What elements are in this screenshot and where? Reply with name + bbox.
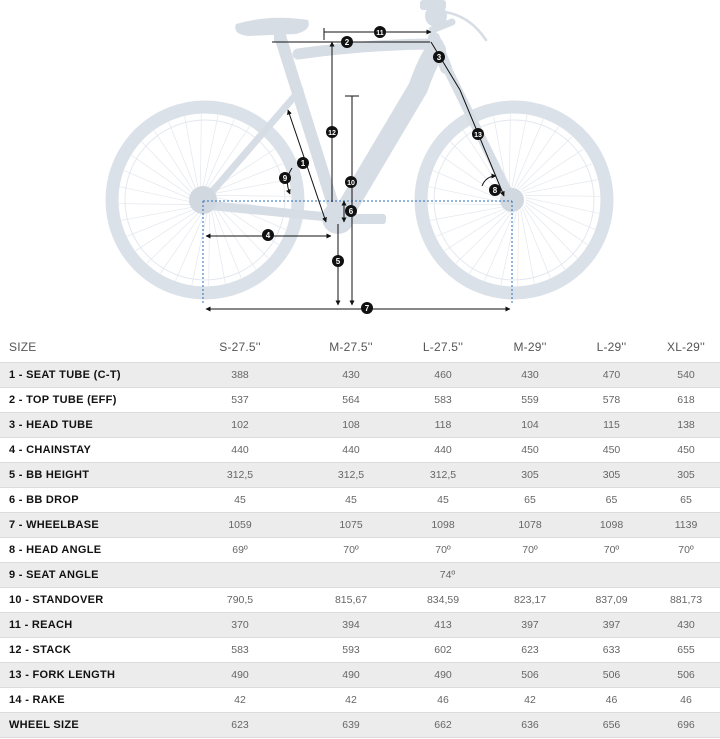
size-column-header: SIZE bbox=[9, 339, 37, 354]
row-label: 12 - STACK bbox=[9, 643, 72, 656]
table-cell: 815,67 bbox=[334, 593, 368, 606]
table-row bbox=[0, 587, 720, 612]
table-cell: 397 bbox=[521, 618, 539, 631]
table-cell: 506 bbox=[521, 668, 539, 681]
row-label: 11 - REACH bbox=[9, 618, 73, 631]
table-cell: 506 bbox=[677, 668, 695, 681]
table-cell: 623 bbox=[231, 718, 249, 731]
marker-7-label: 7 bbox=[364, 304, 370, 313]
table-cell: 834,59 bbox=[426, 593, 460, 606]
table-cell: 823,17 bbox=[513, 593, 547, 606]
spoke bbox=[147, 211, 201, 263]
table-cell: 559 bbox=[521, 393, 539, 406]
table-row bbox=[0, 662, 720, 687]
row-label: 14 - RAKE bbox=[9, 693, 65, 706]
table-cell: 440 bbox=[342, 443, 360, 456]
table-cell: 564 bbox=[342, 393, 360, 406]
row-label: 1 - SEAT TUBE (C-T) bbox=[9, 368, 121, 381]
table-cell: 118 bbox=[434, 418, 452, 431]
table-cell: 696 bbox=[677, 718, 695, 731]
table-cell: 537 bbox=[231, 393, 249, 406]
table-cell: 470 bbox=[602, 368, 621, 381]
spoke bbox=[526, 198, 599, 214]
table-cell-merged: 74º bbox=[439, 568, 456, 581]
table-cell: 430 bbox=[342, 368, 360, 381]
table-row bbox=[0, 612, 720, 637]
table-cell: 1059 bbox=[228, 518, 252, 531]
table-cell: 636 bbox=[521, 718, 539, 731]
table-cell: 1098 bbox=[431, 518, 455, 531]
table-cell: 45 bbox=[345, 493, 357, 506]
table-cell: 65 bbox=[680, 493, 692, 506]
table-cell: 69º bbox=[232, 543, 248, 556]
table-cell: 388 bbox=[231, 368, 249, 381]
size-header-l-27-5: L-27.5'' bbox=[422, 339, 464, 354]
table-row bbox=[0, 537, 720, 562]
row-label: 6 - BB DROP bbox=[9, 493, 79, 506]
table-cell: 578 bbox=[602, 393, 621, 406]
table-cell: 102 bbox=[231, 418, 249, 431]
spoke bbox=[200, 114, 201, 189]
table-cell: 623 bbox=[521, 643, 539, 656]
marker-5-label: 5 bbox=[335, 257, 341, 266]
table-cell: 583 bbox=[434, 393, 452, 406]
spoke bbox=[525, 195, 600, 196]
table-row bbox=[0, 387, 720, 412]
table-cell: 42 bbox=[345, 693, 357, 706]
marker-1-label: 1 bbox=[300, 159, 306, 168]
table-cell: 618 bbox=[677, 393, 695, 406]
table-cell: 312,5 bbox=[226, 468, 254, 481]
marker-6-label: 6 bbox=[348, 207, 354, 216]
table-cell: 70º bbox=[435, 543, 451, 556]
table-cell: 115 bbox=[603, 418, 620, 431]
table-row bbox=[0, 462, 720, 487]
marker-2-label: 2 bbox=[344, 38, 350, 47]
table-cell: 490 bbox=[231, 668, 249, 681]
table-row bbox=[0, 712, 720, 737]
spoke bbox=[192, 212, 208, 285]
table-cell: 1078 bbox=[518, 518, 542, 531]
marker-3-label: 3 bbox=[436, 53, 442, 62]
dimension-lines bbox=[206, 28, 510, 309]
spoke bbox=[519, 137, 573, 189]
table-cell: 837,09 bbox=[595, 593, 628, 606]
table-header-row bbox=[0, 332, 720, 362]
table-cell: 460 bbox=[434, 368, 452, 381]
spoke bbox=[518, 211, 519, 286]
table-cell: 440 bbox=[434, 443, 452, 456]
marker-8-label: 8 bbox=[492, 186, 498, 195]
table-row bbox=[0, 512, 720, 537]
table-cell: 312,5 bbox=[429, 468, 457, 481]
table-cell: 430 bbox=[521, 368, 539, 381]
table-cell: 790,5 bbox=[226, 593, 254, 606]
table-cell: 305 bbox=[521, 468, 539, 481]
table-cell: 450 bbox=[677, 443, 695, 456]
table-cell: 138 bbox=[677, 418, 695, 431]
table-cell: 662 bbox=[434, 718, 452, 731]
bike-silhouette bbox=[112, 0, 607, 293]
table-cell: 583 bbox=[231, 643, 249, 656]
table-row bbox=[0, 687, 720, 712]
spoke bbox=[456, 211, 510, 263]
table-cell: 593 bbox=[342, 643, 360, 656]
table-row bbox=[0, 437, 720, 462]
table-cell: 639 bbox=[342, 718, 360, 731]
table-cell: 490 bbox=[434, 668, 452, 681]
size-header-m-27-5: M-27.5'' bbox=[329, 339, 373, 354]
table-cell: 397 bbox=[602, 618, 621, 631]
table-cell: 430 bbox=[677, 618, 695, 631]
table-cell: 65 bbox=[605, 493, 618, 506]
spoke bbox=[512, 115, 528, 188]
size-header-xl-29: XL-29'' bbox=[666, 339, 705, 354]
spoke bbox=[142, 142, 194, 196]
table-cell: 108 bbox=[342, 418, 360, 431]
marker-12-label: 12 bbox=[328, 130, 336, 137]
size-header-s-27-5: S-27.5'' bbox=[219, 339, 261, 354]
spoke bbox=[428, 204, 503, 205]
table-cell: 602 bbox=[434, 643, 452, 656]
table-cell: 42 bbox=[524, 693, 536, 706]
spoke bbox=[501, 212, 517, 285]
table-cell: 42 bbox=[234, 693, 246, 706]
spoke bbox=[119, 204, 194, 205]
row-label: 5 - BB HEIGHT bbox=[9, 468, 90, 481]
table-cell: 881,73 bbox=[669, 593, 703, 606]
table-cell: 70º bbox=[678, 543, 694, 556]
spoke bbox=[203, 115, 219, 188]
table-cell: 450 bbox=[602, 443, 621, 456]
table-cell: 45 bbox=[437, 493, 449, 506]
table-cell: 440 bbox=[231, 443, 249, 456]
table-cell: 312,5 bbox=[337, 468, 365, 481]
table-row bbox=[0, 362, 720, 387]
table-cell: 506 bbox=[602, 668, 621, 681]
table-cell: 305 bbox=[602, 468, 621, 481]
table-cell: 370 bbox=[231, 618, 249, 631]
table-cell: 394 bbox=[342, 618, 360, 631]
spoke bbox=[525, 205, 577, 259]
table-cell: 70º bbox=[603, 543, 620, 556]
row-label: WHEEL SIZE bbox=[9, 718, 80, 731]
row-label: 7 - WHEELBASE bbox=[9, 518, 100, 531]
table-row bbox=[0, 412, 720, 437]
spoke bbox=[209, 211, 210, 286]
bike-geometry-diagram bbox=[0, 0, 720, 322]
table-cell: 46 bbox=[680, 693, 692, 706]
table-row bbox=[0, 637, 720, 662]
marker-4-label: 4 bbox=[265, 231, 271, 240]
spoke bbox=[509, 114, 510, 189]
marker-13-label: 13 bbox=[474, 132, 482, 139]
table-cell: 70º bbox=[522, 543, 538, 556]
table-cell: 540 bbox=[677, 368, 695, 381]
table-cell: 1139 bbox=[674, 518, 698, 531]
row-label: 3 - HEAD TUBE bbox=[9, 418, 93, 431]
table-cell: 633 bbox=[602, 643, 621, 656]
table-row bbox=[0, 487, 720, 512]
row-label: 13 - FORK LENGTH bbox=[9, 668, 116, 681]
table-cell: 656 bbox=[602, 718, 621, 731]
table-cell: 70º bbox=[343, 543, 359, 556]
row-label: 9 - SEAT ANGLE bbox=[9, 568, 99, 581]
row-label: 10 - STANDOVER bbox=[9, 593, 104, 606]
table-cell: 305 bbox=[677, 468, 695, 481]
table-cell: 45 bbox=[234, 493, 246, 506]
table-cell: 655 bbox=[677, 643, 695, 656]
marker-9-label: 9 bbox=[282, 174, 288, 183]
geometry-table bbox=[0, 332, 720, 738]
spoke bbox=[120, 187, 193, 203]
size-header-m-29: M-29'' bbox=[513, 339, 547, 354]
table-cell: 490 bbox=[342, 668, 360, 681]
row-label: 2 - TOP TUBE (EFF) bbox=[9, 393, 117, 406]
row-label: 8 - HEAD ANGLE bbox=[9, 543, 102, 556]
table-cell: 1098 bbox=[599, 518, 624, 531]
geometry-table-body bbox=[0, 362, 720, 737]
table-cell: 46 bbox=[437, 693, 449, 706]
spoke bbox=[216, 195, 291, 196]
marker-11-label: 11 bbox=[376, 30, 384, 37]
row-label: 4 - CHAINSTAY bbox=[9, 443, 92, 456]
table-row bbox=[0, 562, 720, 587]
table-cell: 46 bbox=[605, 693, 618, 706]
marker-10-label: 10 bbox=[347, 180, 355, 187]
table-cell: 65 bbox=[524, 493, 536, 506]
table-cell: 413 bbox=[434, 618, 452, 631]
table-cell: 1075 bbox=[339, 518, 363, 531]
size-header-l-29: L-29'' bbox=[596, 339, 627, 354]
table-cell: 450 bbox=[521, 443, 539, 456]
table-cell: 104 bbox=[521, 418, 539, 431]
